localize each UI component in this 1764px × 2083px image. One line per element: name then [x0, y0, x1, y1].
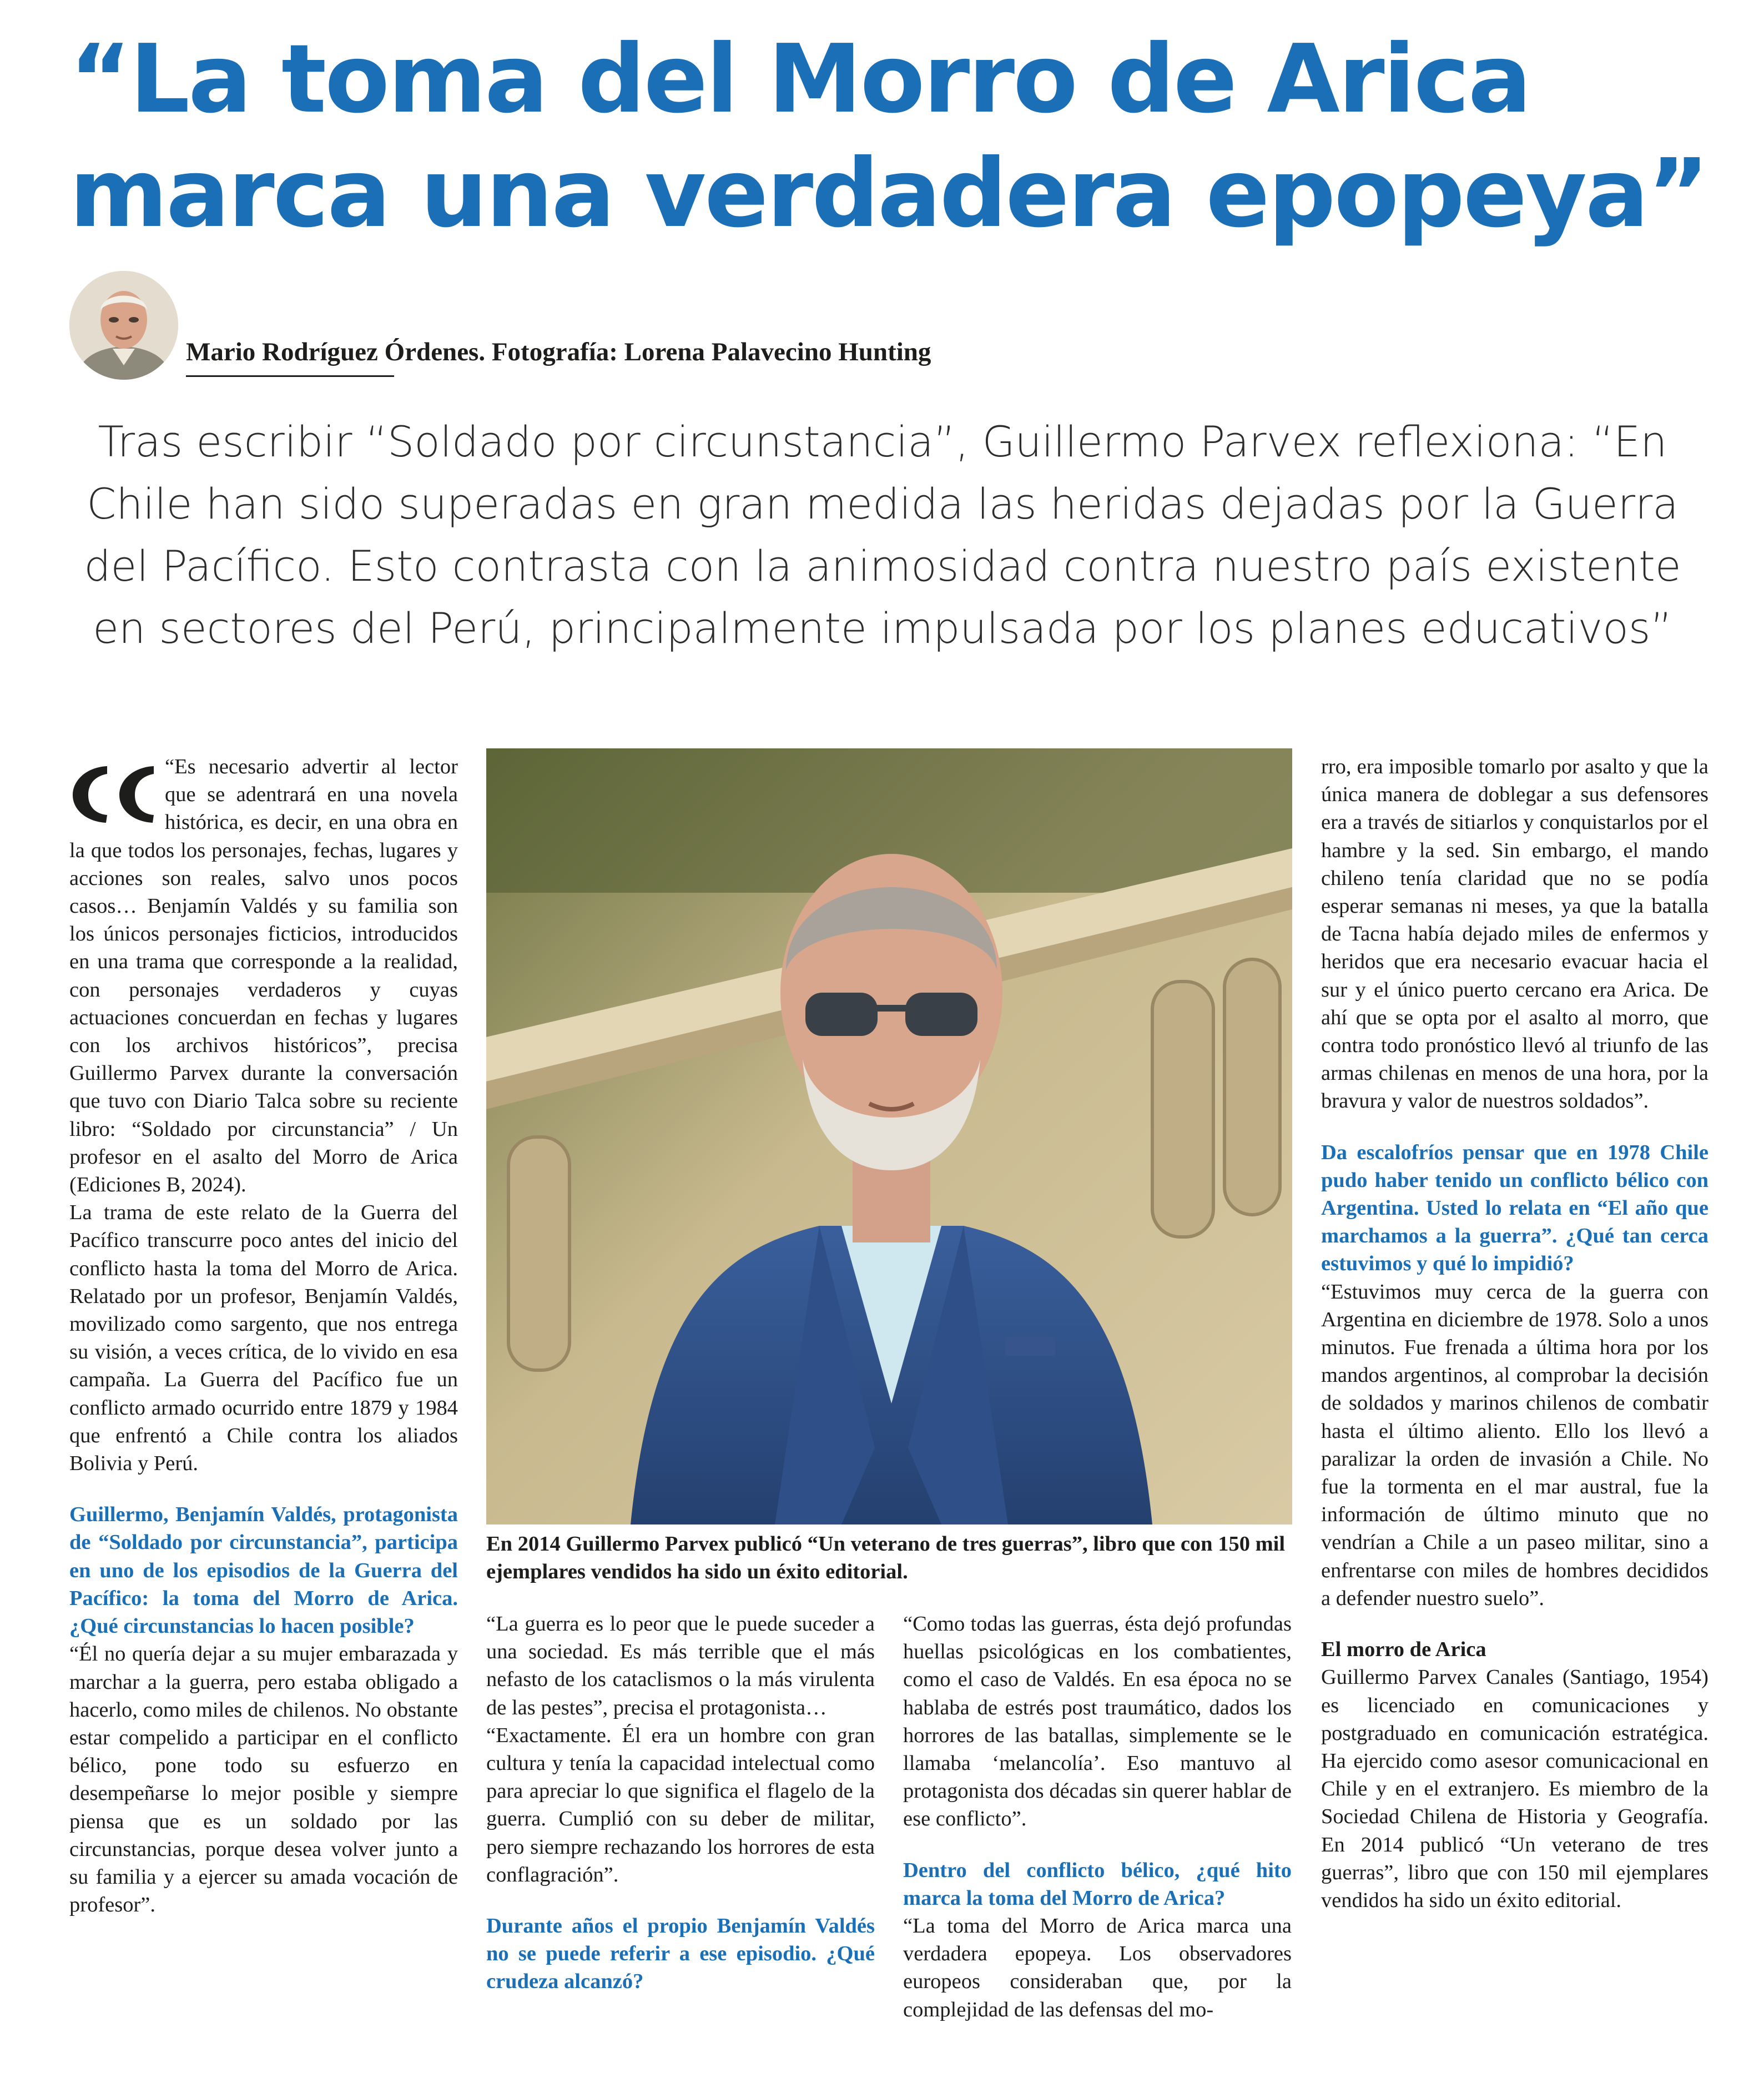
- col4-question-1: Da escalofríos pensar que en 1978 Chile pudo haber tenido un conflicto bélico con Argentina. Usted lo relata en “El año que marchamos a la guerra”. ¿Qué tan cerca estuvimos y qué lo impidió?: [1321, 1140, 1708, 1276]
- column-1: [69, 753, 458, 1919]
- column-2: [486, 1610, 875, 1996]
- byline: Mario Rodríguez Órdenes. Fotografía: Lorena Palavecino Hunting: [186, 338, 931, 366]
- author-portrait-icon: [69, 271, 178, 380]
- main-photo: [486, 748, 1292, 1524]
- col1-answer-1: “Él no quería dejar a su mujer embarazada y marchar a la guerra, pero estaba obligado a hacerlo, como miles de chilenos. No obstante estar compelido a participar en el conflicto bélico, pone todo su esfuerzo en desempeñarse lo mejor posible y siempre piensa que es un soldado por las circunstancias, porque desea volver junto a su familia y a ejercer su amada vocación de profesor”.: [69, 1642, 458, 1917]
- column-3: [903, 1610, 1292, 2024]
- col4-paragraph-2: Guillermo Parvex Canales (Santiago, 1954) es licenciado en comunicaciones y postgraduado en comunicación estratégica. Ha ejercido como asesor comunicacional en Chile y en el extranjero. Es miembro de la Sociedad Chilena de Historia y Geografía. En 2014 publicó “Un veterano de tres guerras”, libro que con 150 mil ejemplares vendidos ha sido un éxito editorial.: [1321, 1666, 1708, 1912]
- col1-paragraph-2: La trama de este relato de la Guerra del Pacífico transcurre poco antes del inicio del conflicto hasta la toma del Morro de Arica. Relatado por un profesor, Benjamín Valdés, movilizado como sargento, que nos entrega su visión, a veces crítica, de lo vivido en esa campaña. La Guerra del Pacífico fue un conflicto armado ocurrido entre 1879 y 1984 que enfrentó a Chile contra los aliados Bolivia y Perú.: [69, 1201, 458, 1476]
- photo-caption: En 2014 Guillermo Parvex publicó “Un veterano de tres guerras”, libro que con 150 mil ejemplares vendidos ha sido un éxito editorial.: [486, 1532, 1286, 1583]
- col4-paragraph-1: rro, era imposible tomarlo por asalto y que la única manera de doblegar a sus defensores era a través de sitiarlos y conquistarlos por el hambre y la sed. Sin embargo, el mando chileno tenía claridad que no se podía esperar semanas ni meses, ya que la batalla de Tacna había dejado miles de enfermos y heridos que era necesario evacuar hacia el sur y el único puerto cercano era Arica. De ahí que se opta por el asalto al morro, que contra todo pronóstico llevó al triunfo de las armas chilenas en menos de una hora, por la bravura y valor de nuestros soldados”.: [1321, 755, 1708, 1113]
- col1-question-1: Guillermo, Benjamín Valdés, protagonista de “Soldado por circunstancia”, participa en uno de los episodios de la Guerra del Pacífico: la toma del Morro de Arica. ¿Qué circunstancias lo hacen posible?: [69, 1503, 458, 1638]
- col2-question-1: Durante años el propio Benjamín Valdés no se puede referir a ese episodio. ¿Qué crudeza alcanzó?: [486, 1914, 875, 1994]
- guillermo-parvex-portrait: [486, 748, 1292, 1524]
- col1-paragraph-1: “Es necesario advertir al lector que se adentrará en una novela histórica, es decir, en una obra en la que todos los personajes, fechas, lugares y acciones son reales, salvo unos pocos casos… Benjamín Valdés y su familia son los únicos personajes ficticios, introducidos en una trama que corresponde a la realidad, con personajes verdaderos y cuyas actuaciones concuerdan en fechas y lugares con los archivos históricos”, precisa Guillermo Parvex durante la conversación que tuvo con Diario Talca sobre su reciente libro: “Soldado por circunstancia” / Un profesor en el asalto del Morro de Arica (Ediciones B, 2024).: [69, 755, 458, 1197]
- col2-paragraph-1: “La guerra es lo peor que le puede suceder a una sociedad. Es más terrible que el más nefasto de los cataclismos o la más virulenta de las pestes”, precisa el protagonista…: [486, 1612, 875, 1719]
- col3-paragraph-1: “Como todas las guerras, ésta dejó profundas huellas psicológicas en los combatientes, como el caso de Valdés. En esa época no se hablaba de estrés post traumático, dados los horrores de las batallas, simplemente se le llamaba ‘melancolía’. Eso mantuvo al protagonista dos décadas sin querer hablar de ese conflicto”.: [903, 1612, 1292, 1831]
- byline-underline: [186, 375, 394, 377]
- column-4: [1321, 753, 1708, 1914]
- opening-quote-icon: [69, 761, 158, 826]
- col3-question-1: Dentro del conflicto bélico, ¿qué hito marca la toma del Morro de Arica?: [903, 1858, 1292, 1910]
- col4-subheading: El morro de Arica: [1321, 1638, 1486, 1662]
- col3-answer-1: “La toma del Morro de Arica marca una verdadera epopeya. Los observadores europeos consideraban que, por la complejidad de las defensas del mo-: [903, 1914, 1292, 2021]
- col2-paragraph-2: “Exactamente. Él era un hombre con gran cultura y tenía la capacidad intelectual como para apreciar lo que significa el flagelo de la guerra. Cumplió con su deber de militar, pero siempre rechazando los horrores de esta conflagración”.: [486, 1723, 875, 1886]
- article-headline: “La toma del Morro de Arica marca una verdadera epopeya”: [69, 24, 1708, 249]
- author-avatar: [69, 271, 178, 380]
- article-deck: Tras escribir “Soldado por circunstancia”, Guillermo Parvex reflexiona: “En Chile han sido superadas en gran medida las heridas dejadas por la Guerra del Pacífico. Esto contrasta con la animosidad contra nuestro país existente en sectores del Perú, principalmente impulsada por los planes educativos”: [84, 417, 1681, 653]
- col4-answer-1: “Estuvimos muy cerca de la guerra con Argentina en diciembre de 1978. Solo a unos minutos. Fue frenada a última hora por los mandos argentinos, al comprobar la decisión de soldados y marinos chilenos de combatir hasta el último aliento. Ello los llevó a paralizar la orden de invasión a Chile. No fue la tormenta en el mar austral, fue la información de último minuto que no vendrían a Chile a un paseo militar, sino a enfrentarse con miles de hombres decididos a defender nuestro suelo”.: [1321, 1280, 1708, 1610]
